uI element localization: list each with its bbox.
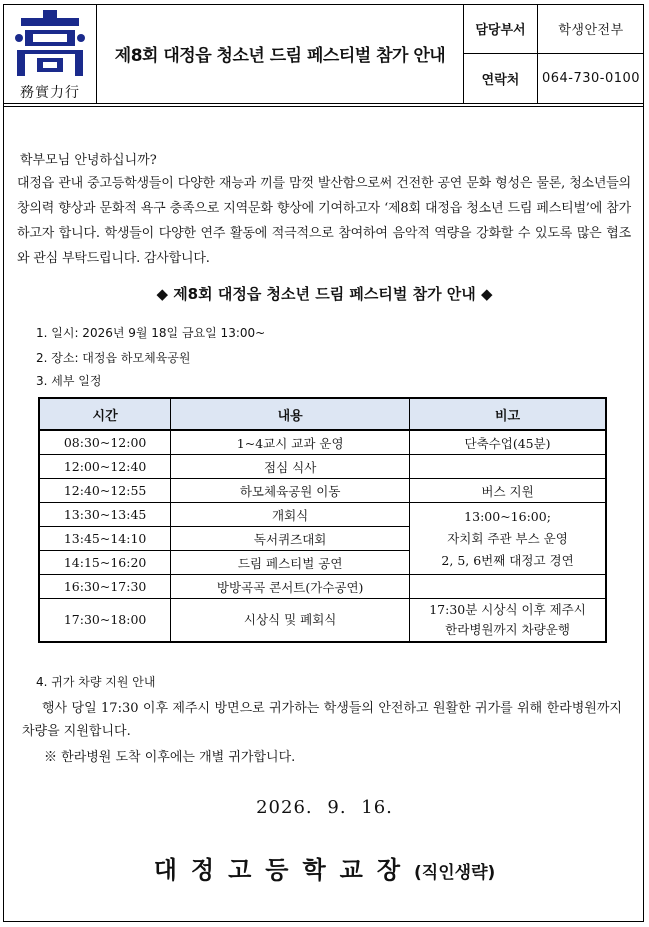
cell-time: 17:30~18:00: [39, 599, 171, 643]
merged-note-line: 13:00~16:00;: [464, 508, 551, 524]
cell-note: [410, 599, 606, 643]
cell-note: 버스 지원: [410, 479, 606, 503]
cell-note: 단축수업(45분): [410, 430, 606, 455]
signature-line: [0, 850, 649, 885]
department-row: [464, 4, 644, 54]
header-time: 시간: [39, 398, 171, 430]
school-emblem-icon: [3, 4, 97, 84]
intro-paragraph: 대정읍 관내 중고등학생들이 다양한 재능과 끼를 맘껏 발산함으로써 건전한 공연 문화 형성은 물론, 청소년들의 창의력 향상과 문화적 욕구 충족으로 지역문화 향상에 기여하고자 ‘제8회 대정읍 청소년 드림 페스티벌’에 참가하고자 합니다. 학생들이 다양한 연주 활동에 적극적으로 참여하여 음악적 역량을 강화할 수 있도록 많은 협조와 관심 부탁드립니다. 감사합니다.: [17, 176, 631, 266]
cell-time: 13:45~14:10: [39, 527, 171, 551]
cell-content: 개회식: [171, 503, 410, 527]
school-logo: [3, 4, 97, 103]
table-header-row: [39, 398, 606, 430]
cell-content: 하모체육공원 이동: [171, 479, 410, 503]
table-row: [39, 479, 606, 503]
table-row: [39, 430, 606, 455]
cell-time: 13:30~13:45: [39, 503, 171, 527]
cell-content: 시상식 및 폐회식: [171, 599, 410, 643]
merged-note-line: 자치회 주관 부스 운영: [447, 530, 568, 546]
cell-time: 12:00~12:40: [39, 455, 171, 479]
header-content: 내용: [171, 398, 410, 430]
department-value: 학생안전부: [558, 23, 624, 38]
header-divider: [3, 103, 644, 104]
schedule-heading: 3. 세부 일정: [36, 374, 102, 388]
seal-note: (직인생략): [414, 863, 496, 883]
cell-time: 12:40~12:55: [39, 479, 171, 503]
cell-time: 14:15~16:20: [39, 551, 171, 575]
cell-content: 1~4교시 교과 운영: [171, 430, 410, 455]
contact-row: [464, 54, 644, 103]
table-row: [39, 503, 606, 527]
cell-time: 08:30~12:00: [39, 430, 171, 455]
header-note: 비고: [410, 398, 606, 430]
logo-caption: 務實力行: [20, 85, 80, 101]
schedule-table: [38, 397, 607, 643]
event-date: 1. 일시: 2026년 9월 18일 금요일 13:00~: [36, 326, 266, 340]
note-line: 한라병원까지 차량운행: [445, 622, 570, 637]
merged-note-cell: [410, 503, 606, 575]
department-label: 담당부서: [464, 4, 538, 53]
cell-note: [410, 575, 606, 599]
header-divider-double: [3, 106, 644, 107]
contact-value: 064-730-0100: [541, 71, 641, 86]
table-row: [39, 575, 606, 599]
cell-note: [410, 455, 606, 479]
note-line: 17:30분 시상식 이후 제주시: [429, 602, 586, 617]
notice-heading: ◆ 제8회 대정읍 청소년 드림 페스티벌 참가 안내 ◆: [156, 285, 493, 303]
event-place: 2. 장소: 대정읍 하모체육공원: [36, 351, 191, 365]
cell-time: 16:30~17:30: [39, 575, 171, 599]
cell-content: 방방곡곡 콘서트(가수공연): [171, 575, 410, 599]
issue-date: 2026. 9. 16.: [256, 797, 393, 818]
contact-info-box: [463, 4, 644, 103]
table-row: [39, 455, 606, 479]
cell-content: 드림 페스티벌 공연: [171, 551, 410, 575]
merged-note-line: 2, 5, 6번째 대정고 경연: [441, 552, 574, 568]
return-note: ※ 한라병원 도착 이후에는 개별 귀가합니다.: [44, 750, 296, 765]
cell-content: 점심 식사: [171, 455, 410, 479]
contact-label: 연락처: [464, 54, 538, 103]
return-paragraph: 행사 당일 17:30 이후 제주시 방면으로 귀가하는 학생들의 안전하고 원활한 귀가를 위해 한라병원까지 차량을 지원합니다.: [22, 701, 622, 739]
document-title: 제8회 대정읍 청소년 드림 페스티벌 참가 안내: [114, 46, 446, 66]
greeting: 학부모님 안녕하십니까?: [20, 153, 157, 168]
cell-content: 독서퀴즈대회: [171, 527, 410, 551]
table-row: [39, 599, 606, 643]
return-heading: 4. 귀가 차량 지원 안내: [36, 675, 156, 689]
signatory: 대정고등학교장: [153, 856, 415, 884]
